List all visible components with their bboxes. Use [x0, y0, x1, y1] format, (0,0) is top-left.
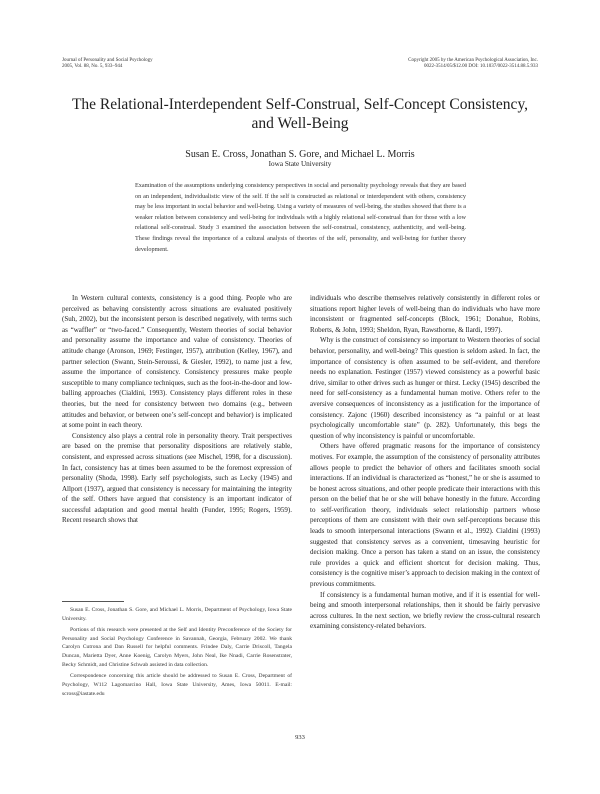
- body-column-left: [62, 293, 292, 526]
- journal-name: Journal of Personality and Social Psychology: [62, 58, 153, 63]
- abstract: Examination of the assumptions underlying consistency perspectives in social and personality psychology reveals that they are based on an independent, individualistic view of the self. If the self is constructed as relational or interdependent with others, consistency may be less important in social behavior and well-being. Using a variety of measures of well-being, the studies showed that there is a weaker relation between consistency and well-being for individuals with a highly relational self-construal than for those with a low relational self-construal. Study 3 examined the association between the self-construal, consistency, authenticity, and well-being. These findings reveal the importance of a cultural analysis of theories of the self, personality, and well-being for further theory development.: [135, 182, 466, 253]
- body-paragraph: individuals who describe themselves relatively consistently in different roles or situations report higher levels of well-being than do individuals who have more inconsistent or fragmented self-concepts (Block, 1961; Donahue, Robins, Roberts, & John, 1993; Sheldon, Ryan, Rawsthorne, & Ilardi, 1997).: [310, 294, 540, 334]
- author-note-acknowledgments: Portions of this research were presented at the Self and Identity Preconference of the Society for Personality and Social Psychology Conference in Savannah, Georgia, February 2002. We thank Carolyn Cutrona and Dan Russell for helpful comments. Frindee Daly, Carrie Driscoll, Tangela Duncan, Marietta Dyer, Anne Koenig, Carolyn Myers, John Neal, Ike Nnadi, Carrie Rosenstrater, Becky Schmidt, and Christine Schwab assisted in data collection.: [62, 626, 292, 669]
- body-paragraph: Why is the construct of consistency so important to Western theories of social behavior, personality, and well-being? This question is seldom asked. In fact, the importance of consistency is often assumed to be self-evident, and therefore needs no explanation. Festinger (1957) viewed consistency as a powerful basic drive, similar to other drives such as hunger or thirst. Lecky (1945) described the need for self-consistency as a fundamental human motive. Others refer to the aversive consequences of inconsistency as a justification for the importance of consistency. Zajonc (1960) described inconsistency as “a painful or at least psychologically uncomfortable state” (p. 282). Unfortunately, this begs the question of why inconsistency is painful or uncomfortable.: [310, 336, 540, 440]
- body-paragraph: In Western cultural contexts, consistency is a good thing. People who are perceived as behaving consistently across situations are evaluated positively (Suh, 2002), but the inconsistent person is described negatively, with terms such as “waffler” or “two-faced.” Consequently, Western theories of social behavior and personality assume the importance and value of consistency. Theories of attitude change (Aronson, 1969; Festinger, 1957), attribution (Kelley, 1967), and partner selection (Swann, Stein-Seroussi, & Giesler, 1992), to name just a few, assume the importance of consistency. Consistency pressures make people susceptible to many compliance techniques, such as the foot-in-the-door and low-balling approaches (Cialdini, 1993). Consistency plays different roles in these theories, but the need for consistency between two domains (e.g., between attitudes and behavior, or between one’s self-concept and behavior) is implicated at some point in each theory.: [62, 294, 292, 430]
- affiliation: Iowa State University: [268, 160, 332, 168]
- body-paragraph: If consistency is a fundamental human motive, and if it is essential for well-being and smooth interpersonal relationships, then it should be fairly pervasive across cultures. In the next section, we briefly review the cross-cultural research examining consistency-related behaviors.: [310, 590, 540, 631]
- article-title: The Relational-Interdependent Self-Construal, Self-Concept Consistency, and Well-Being: [71, 96, 529, 132]
- body-paragraph: Others have offered pragmatic reasons for the importance of consistency motives. For example, the assumption of the consistency of personality attributes allows people to predict the behavior of others and facilitates smooth social interactions. If an individual is characterized as “honest,” he or she is assumed to be honest across situations, and other people predicate their interactions with this person on the belief that he or she will behave honestly in the future. According to self-verification theory, individuals select relationship partners whose perceptions of them are consistent with their own self-perceptions because this leads to smooth interpersonal interactions (Swann et al., 1992). Cialdini (1993) suggested that consistency serves as a convenient, timesaving heuristic for decision making. Once a person has taken a stand on an issue, the consistency rule provides a quick and efficient shortcut for decision making. Thus, consistency is the cognitive miser’s approach to decision making in the context of previous commitments.: [310, 442, 540, 589]
- body-column-right: [310, 293, 540, 632]
- footnote-divider: [62, 601, 124, 602]
- running-header-right: [408, 58, 538, 70]
- running-header-left: [62, 58, 153, 70]
- page-number: 933: [295, 734, 305, 741]
- author-note-affiliation: Susan E. Cross, Jonathan S. Gore, and Michael L. Morris, Department of Psychology, Iowa State University.: [62, 607, 292, 622]
- author-list: Susan E. Cross, Jonathan S. Gore, and Michael L. Morris: [185, 149, 415, 160]
- author-note: [62, 606, 292, 700]
- doi-line: 0022-3514/05/$12.00 DOI: 10.1037/0022-3514.88.5.933: [423, 64, 538, 70]
- copyright-line: Copyright 2005 by the American Psychological Association, Inc.: [408, 58, 538, 63]
- journal-volume: 2005, Vol. 88, No. 5, 933–944: [62, 64, 123, 70]
- author-note-correspondence: Correspondence concerning this article should be addressed to Susan E. Cross, Department of Psychology, W112 Lagomarcino Hall, Iowa State University, Ames, Iowa 50011. E-mail: scross@iastate.edu: [62, 672, 292, 697]
- body-paragraph: Consistency also plays a central role in personality theory. Trait perspectives are based on the premise that personality dispositions are relatively stable, consistent, and expressed across situations (see Mischel, 1998, for a discussion). In fact, consistency has at times been assumed to be the foremost expression of personality (Shoda, 1998). Early self psychologists, such as Lecky (1945) and Allport (1937), argued that consistency is necessary for maintaining the integrity of the self. Others have argued that consistency is an important indicator of successful adaptation and good mental health (Funder, 1995; Rogers, 1959). Recent research shows that: [62, 431, 292, 525]
